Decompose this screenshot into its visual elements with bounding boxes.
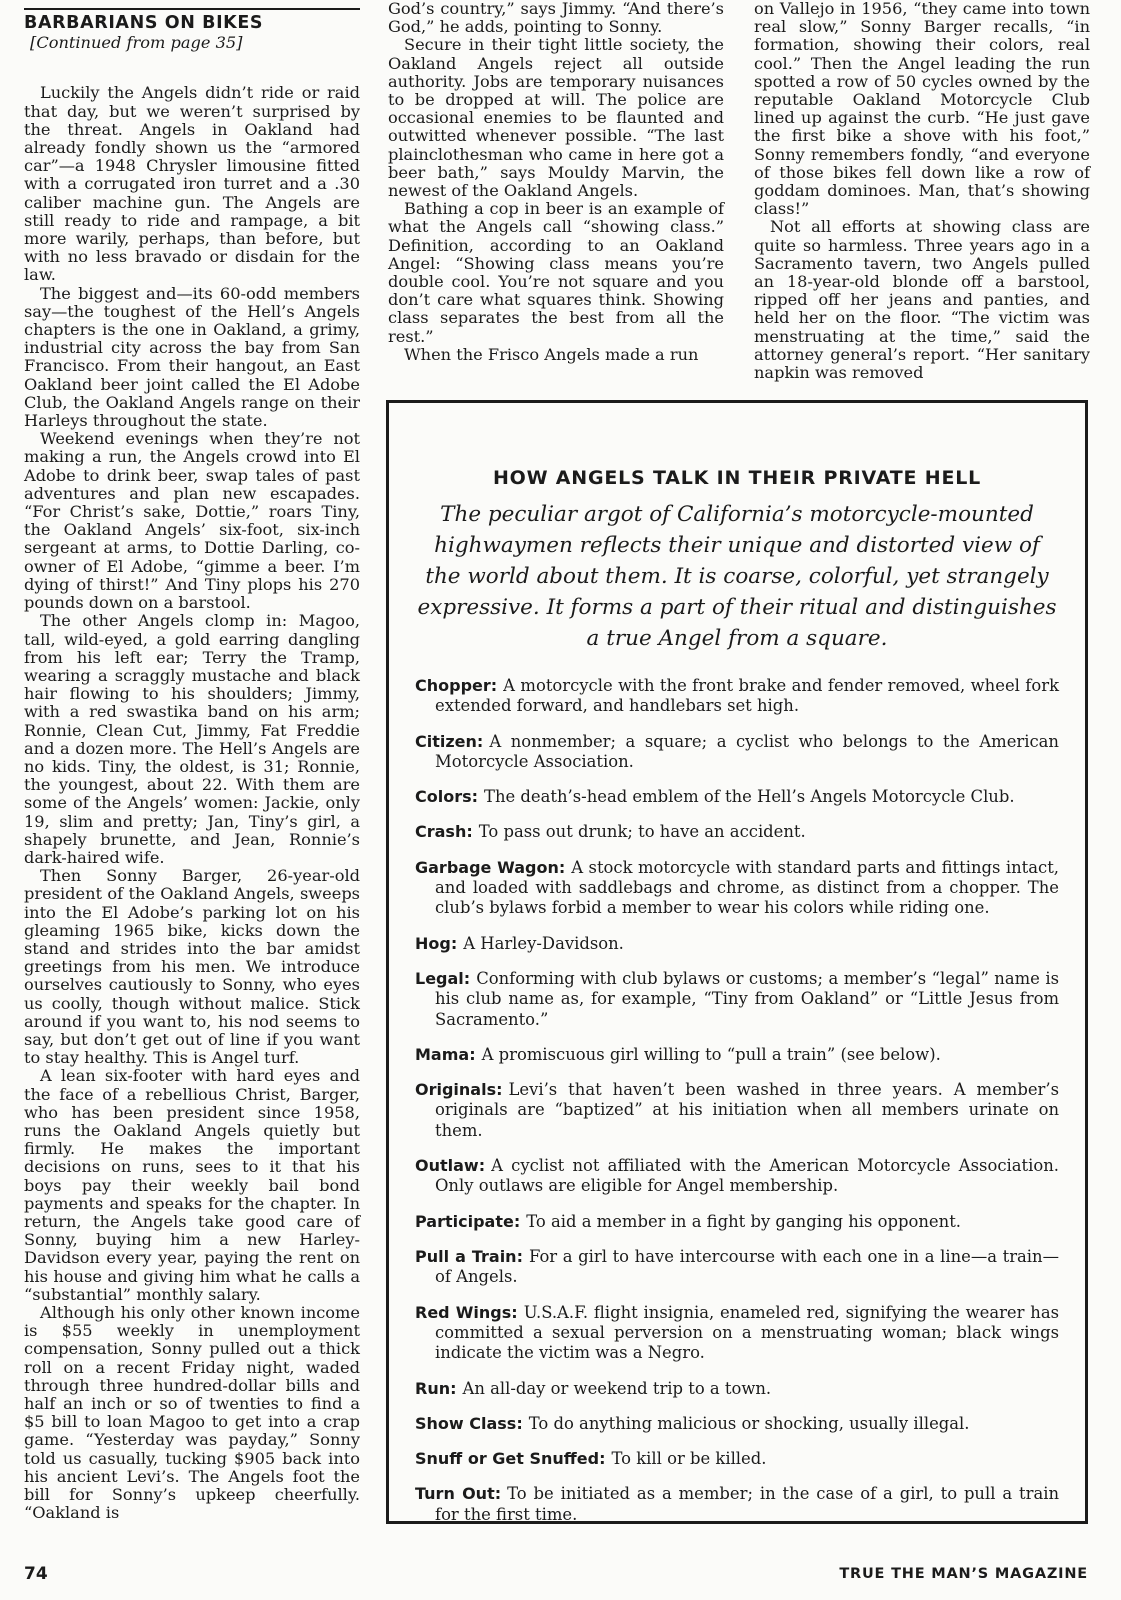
glossary-term: Pull a Train: bbox=[415, 1246, 523, 1266]
glossary-definition: To aid a member in a fight by ganging his opponent. bbox=[526, 1211, 961, 1231]
glossary-definition: A cyclist not affiliated with the American Motorcycle Association. Only outlaws are eligible for Angel membership. bbox=[435, 1156, 1059, 1196]
article-paragraph: God’s country,” says Jimmy. “And there’s God,” he adds, pointing to Sonny. bbox=[388, 0, 724, 37]
glossary-term: Participate: bbox=[415, 1211, 521, 1231]
glossary-definition: A stock motorcycle with standard parts and fittings intact, and loaded with saddlebags and chrome, as distinct from a chopper. The club’s bylaws forbid a member to wear his colors while riding one. bbox=[435, 857, 1059, 918]
article-heading: BARBARIANS ON BIKES bbox=[24, 13, 264, 33]
glossary-entry bbox=[415, 676, 1059, 717]
glossary-entry bbox=[415, 969, 1059, 1030]
article-column-2 bbox=[388, 0, 724, 366]
glossary-definition: A motorcycle with the front brake and fender removed, wheel fork extended forward, and handlebars set high. bbox=[435, 676, 1059, 716]
article-paragraph: The biggest and—its 60-odd members say—the toughest of the Hell’s Angels chapters is the one in Oakland, a grimy, industrial city across the bay from San Francisco. From their hangout, an East Oakland beer joint called the El Adobe Club, the Oakland Angels range on their Harleys throughout the state. bbox=[24, 283, 360, 431]
glossary-term: Turn Out: bbox=[415, 1484, 502, 1504]
article-paragraph: Then Sonny Barger, 26-year-old president of the Oakland Angels, sweeps into the El Adobe’s parking lot on his gleaming 1965 bike, kicks down the stand and strides into the bar amidst greetings from his men. We introduce ourselves cautiously to Sonny, who eyes us coolly, though without malice. Stick around if you want to, his nod seems to say, but don’t get out of line if you want to stay healthy. This is Angel turf. bbox=[24, 866, 360, 1068]
glossary-definition: An all-day or weekend trip to a town. bbox=[462, 1378, 772, 1398]
glossary-term: Legal: bbox=[415, 968, 471, 988]
glossary-definition: The death’s-head emblem of the Hell’s Angels Motorcycle Club. bbox=[484, 787, 1015, 807]
glossary-term: Colors: bbox=[415, 787, 479, 807]
article-paragraph: Secure in their tight little society, the Oakland Angels reject all outside authority. Jobs are temporary nuisances to be dropped at will. The police are occasional enemies to be flaunted and outwitted whenever possible. “The last plainclothesman who came in here got a beer bath,” says Mouldy Marvin, the newest of the Oakland Angels. bbox=[388, 35, 724, 201]
glossary-entry bbox=[415, 822, 1059, 842]
article-paragraph: on Vallejo in 1956, “they came into town real slow,” Sonny Barger recalls, “in formation, showing their colors, real cool.” Then the Angel leading the run spotted a row of 50 cycles owned by the reputable Oakland Motorcycle Club lined up against the curb. “He just gave the first bike a shove with his foot,” Sonny remembers fondly, “and everyone of those bikes fell down like a row of goddam dominoes. Man, that’s showing class!” bbox=[754, 0, 1090, 219]
glossary-entry bbox=[415, 1045, 1059, 1065]
glossary-definition: For a girl to have intercourse with each one in a line—a train—of Angels. bbox=[435, 1246, 1059, 1287]
glossary-entry bbox=[415, 1212, 1059, 1232]
glossary-entry bbox=[415, 1449, 1059, 1469]
glossary-definition: Conforming with club bylaws or customs; a member’s “legal” name is his club name as, for example, “Tiny from Oakland” or “Little Jesus from Sacramento.” bbox=[435, 968, 1059, 1029]
glossary-definition: U.S.A.F. flight insignia, enameled red, signifying the wearer has committed a sexual perversion on a menstruating woman; black wings indicate the victim was a Negro. bbox=[435, 1302, 1060, 1363]
article-paragraph: A lean six-footer with hard eyes and the face of a rebellious Christ, Barger, who has been president since 1958, runs the Oakland Angels quietly but firmly. He makes the important decisions on runs, sees to it that his boys pay their weekly bail bond payments and speaks for the chapter. In return, the Angels take good care of Sonny, buying him a new Harley-Davidson every year, paying the rent on his house and giving him what he calls a “substantial” monthly salary. bbox=[24, 1066, 360, 1304]
glossary-definition: To pass out drunk; to have an accident. bbox=[478, 822, 806, 842]
glossary-definition: To be initiated as a member; in the case of a girl, to pull a train for the first time. bbox=[435, 1484, 1060, 1524]
glossary-term: Snuff or Get Snuffed: bbox=[415, 1448, 606, 1468]
article-paragraph: When the Frisco Angels made a run bbox=[404, 344, 699, 364]
glossary-sidebar bbox=[386, 400, 1088, 1524]
glossary-term: Show Class: bbox=[415, 1413, 523, 1433]
glossary-entry bbox=[415, 1414, 1059, 1434]
glossary-entry bbox=[415, 1080, 1059, 1141]
page-footer bbox=[24, 1564, 1088, 1590]
article-paragraph: Bathing a cop in beer is an example of what the Angels call “showing class.” Definition, according to an Oakland Angel: “Showing class means you’re double cool. You’re not square and you don’t care what squares think. Showing class separates the best from all the rest.” bbox=[388, 199, 724, 346]
glossary-list bbox=[415, 676, 1059, 1525]
glossary-definition: To kill or be killed. bbox=[611, 1448, 767, 1468]
glossary-definition: A promiscuous girl willing to “pull a train” (see below). bbox=[481, 1044, 941, 1064]
sidebar-intro: The peculiar argot of California’s motorcycle-mounted highwaymen reflects their unique and distorted view of the world about them. It is coarse, colorful, yet strangely expressive. It forms a part of their ritual and distinguishes a true Angel from a square. bbox=[417, 502, 1057, 651]
glossary-entry bbox=[415, 934, 1059, 954]
glossary-entry bbox=[415, 858, 1059, 919]
glossary-term: Outlaw: bbox=[415, 1156, 486, 1176]
page-number: 74 bbox=[24, 1564, 48, 1584]
glossary-entry bbox=[415, 1484, 1059, 1525]
glossary-term: Citizen: bbox=[415, 731, 484, 751]
glossary-term: Run: bbox=[415, 1378, 457, 1398]
glossary-entry bbox=[415, 732, 1059, 773]
glossary-term: Originals: bbox=[415, 1080, 503, 1100]
glossary-definition: Levi’s that haven’t been washed in three years. A member’s originals are “baptized” at his initiation when all members urinate on them. bbox=[435, 1080, 1059, 1140]
glossary-definition: A Harley-Davidson. bbox=[463, 933, 624, 953]
glossary-definition: A nonmember; a square; a cyclist who belongs to the American Motorcycle Association. bbox=[435, 731, 1059, 772]
glossary-term: Chopper: bbox=[415, 676, 498, 695]
glossary-entry bbox=[415, 1379, 1059, 1399]
article-paragraph: Luckily the Angels didn’t ride or raid that day, but we weren’t surprised by the threat. Angels in Oakland had already fondly shown us the “armored car”—a 1948 Chrysler limousine fitted with a corrugated iron turret and a .30 caliber machine gun. The Angels are still ready to ride and rampage, a bit more warily, perhaps, than before, but with no less bravado or disdain for the law. bbox=[24, 83, 360, 285]
sidebar-title: HOW ANGELS TALK IN THEIR PRIVATE HELL bbox=[492, 467, 982, 489]
glossary-entry bbox=[415, 1247, 1059, 1288]
article-paragraph: The other Angels clomp in: Magoo, tall, wild-eyed, a gold earring dangling from his left ear; Terry the Tramp, wearing a scraggly mustache and black hair flowing to his shoulders; Jimmy, with a red swastika band on his arm; Ronnie, Clean Cut, Jimmy, Fat Freddie and a dozen more. The Hell’s Angels are no kids. Tiny, the oldest, is 31; Ronnie, the youngest, about 22. With them are some of the Angels’ women: Jackie, only 19, slim and pretty; Jan, Tiny’s girl, a shapely brunette, and Jean, Ronnie’s dark-haired wife. bbox=[24, 611, 360, 867]
article-column-3 bbox=[754, 0, 1090, 383]
article-paragraph: Weekend evenings when they’re not making a run, the Angels crowd into El Adobe to drink beer, swap tales of past adventures and plan new escapades. “For Christ’s sake, Dottie,” roars Tiny, the Oakland Angels’ six-foot, six-inch sergeant at arms, to Dottie Darling, co-owner of El Adobe, “gimme a beer. I’m dying of thirst!” And Tiny plops his 270 pounds down on a barstool. bbox=[24, 429, 360, 613]
article-column-1 bbox=[24, 0, 360, 1540]
glossary-term: Garbage Wagon: bbox=[415, 857, 566, 877]
glossary-entry bbox=[415, 787, 1059, 807]
magazine-name: TRUE THE MAN’S MAGAZINE bbox=[839, 1566, 1088, 1582]
glossary-term: Crash: bbox=[415, 822, 473, 842]
glossary-term: Mama: bbox=[415, 1044, 476, 1064]
glossary-entry bbox=[415, 1156, 1059, 1197]
glossary-term: Red Wings: bbox=[415, 1302, 518, 1322]
glossary-definition: To do anything malicious or shocking, usually illegal. bbox=[528, 1413, 970, 1433]
glossary-term: Hog: bbox=[415, 933, 458, 953]
continued-note: [Continued from page 35] bbox=[30, 33, 243, 53]
glossary-entry bbox=[415, 1303, 1059, 1364]
article-paragraph: Not all efforts at showing class are quite so harmless. Three years ago in a Sacramento tavern, two Angels pulled an 18-year-old blonde off a barstool, ripped off her jeans and panties, and held her on the floor. “The victim was menstruating at the time,” said the attorney general’s report. “Her sanitary napkin was removed bbox=[754, 217, 1090, 383]
article-paragraph: Although his only other known income is $55 weekly in unemployment compensation, Sonny pulled out a thick roll on a recent Friday night, waded through three hundred-dollar bills and half an inch or so of twenties to find a $5 bill to loan Magoo to get into a crap game. “Yesterday was payday,” Sonny told us casually, tucking $905 back into his ancient Levi’s. The Angels foot the bill for Sonny’s upkeep cheerfully. “Oakland is bbox=[24, 1303, 360, 1523]
